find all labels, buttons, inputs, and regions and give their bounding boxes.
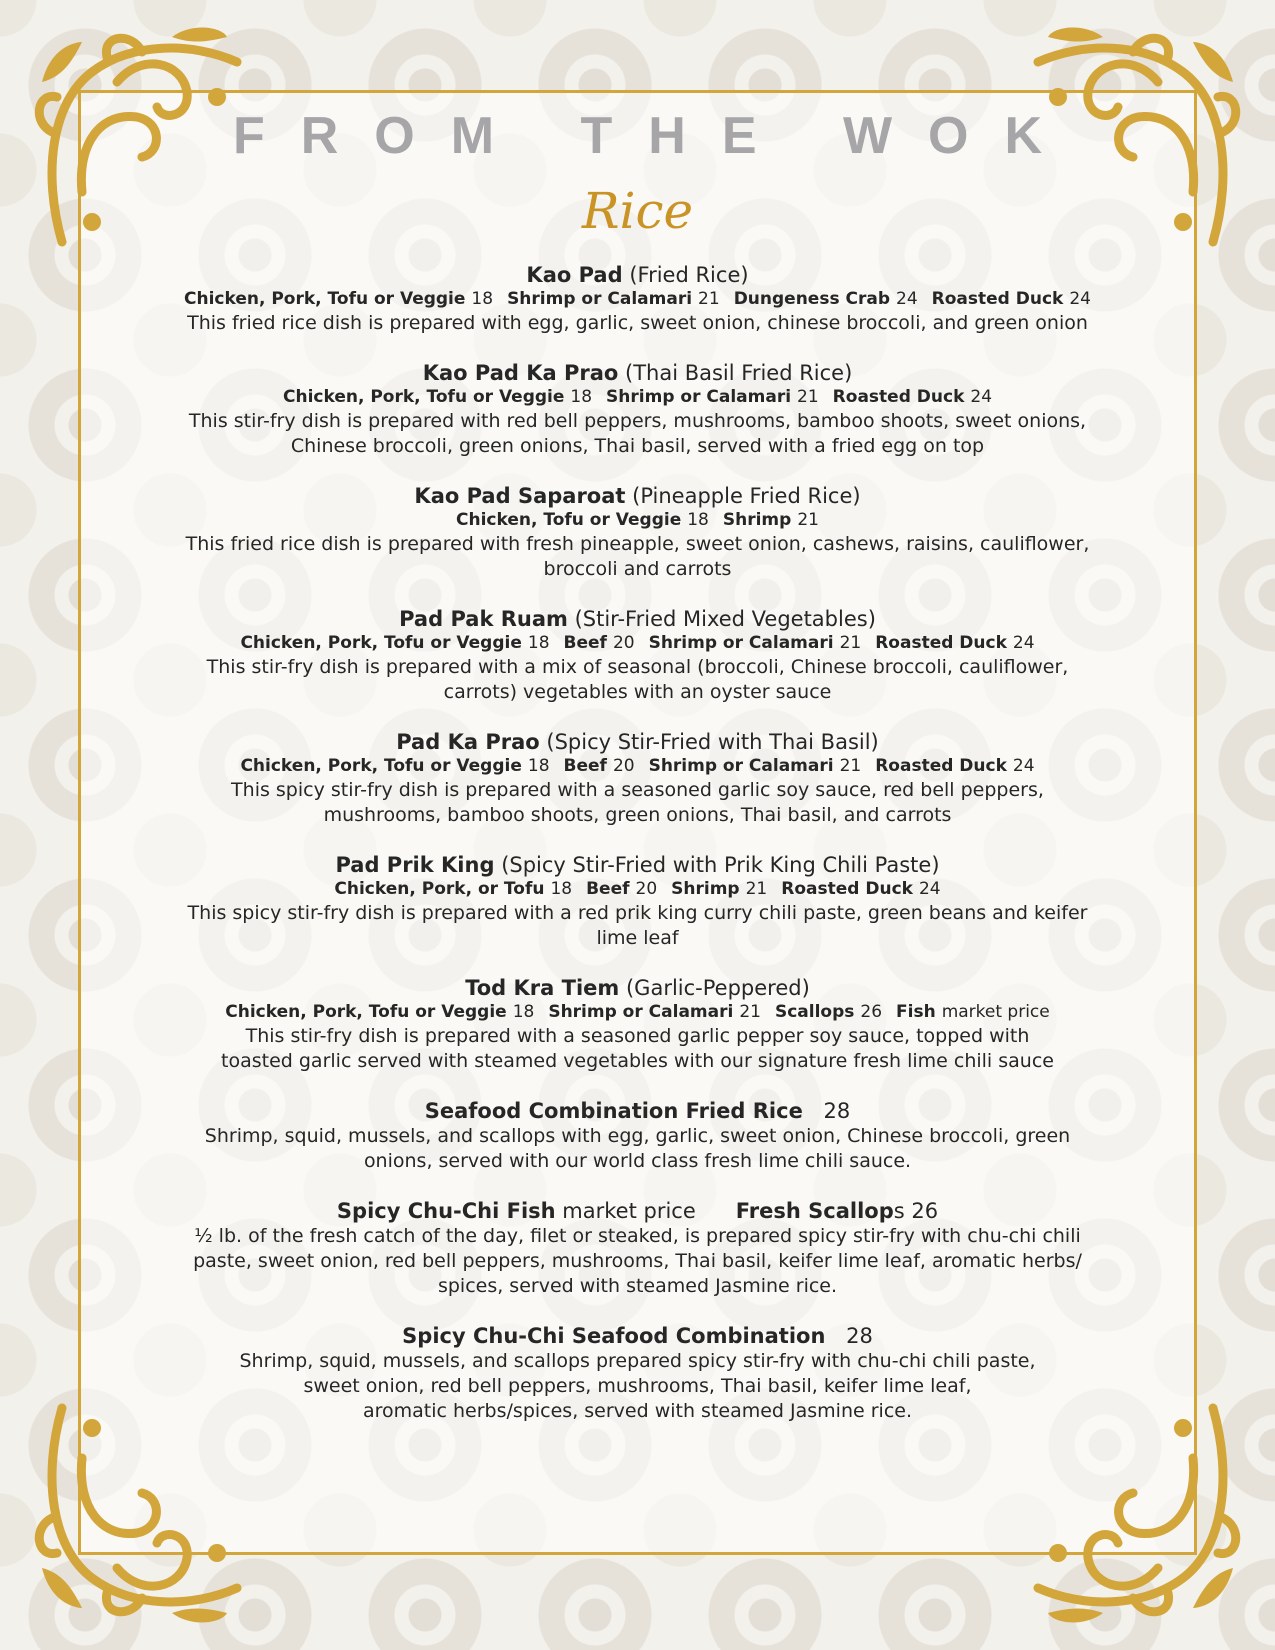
- price-option-value: 20: [612, 756, 635, 776]
- price-option-label: Roasted Duck: [931, 289, 1064, 309]
- dish-description-line: paste, sweet onion, red bell peppers, mushrooms, Thai basil, keifer lime leaf, aromatic herbs/: [193, 1250, 1082, 1272]
- menu-item: [150, 729, 1125, 828]
- price-option-label: Chicken, Pork, Tofu or Veggie: [240, 756, 522, 776]
- menu-item-heading: [150, 262, 1125, 288]
- price-option-value: 18: [512, 1002, 535, 1022]
- dish-name: Spicy Chu-Chi Seafood Combination: [402, 1324, 826, 1348]
- price-option-label: Beef: [586, 879, 630, 899]
- price-option-value: 18: [570, 387, 593, 407]
- dish-translation: (Spicy Stir-Fried with Prik King Chili Paste): [501, 853, 940, 877]
- price-option-label: Chicken, Pork, Tofu or Veggie: [184, 289, 466, 309]
- dish-description-line: mushrooms, bamboo shoots, green onions, Thai basil, and carrots: [323, 804, 952, 826]
- price-option-label: Shrimp or Calamari: [606, 387, 792, 407]
- price-option-value: 21: [839, 633, 862, 653]
- dish-name: Kao Pad Ka Prao: [422, 361, 619, 385]
- price-option-label: Shrimp or Calamari: [648, 633, 834, 653]
- price-option-label: Shrimp: [671, 879, 740, 899]
- menu-items: [150, 262, 1125, 1448]
- menu-item-heading: [150, 606, 1125, 632]
- menu-item: [150, 483, 1125, 582]
- price-option-label: Beef: [563, 633, 607, 653]
- menu-item-heading: [150, 360, 1125, 386]
- price-options: [150, 632, 1125, 655]
- dish-description-line: Chinese broccoli, green onions, Thai basil, served with a fried egg on top: [290, 435, 985, 457]
- menu-item-heading: [150, 975, 1125, 1001]
- dish-name: Kao Pad Saparoat: [414, 484, 626, 508]
- price-option-label: Chicken, Pork, or Tofu: [334, 879, 545, 899]
- price-option-label: Chicken, Pork, Tofu or Veggie: [240, 633, 522, 653]
- menu-item-heading: [150, 1098, 1125, 1124]
- price-option-value: 24: [1069, 289, 1091, 309]
- price-options: [150, 755, 1125, 778]
- price-option-value: 24: [896, 289, 918, 309]
- dish-name: Pad Ka Prao: [396, 730, 540, 754]
- price-option-label: Roasted Duck: [781, 879, 913, 899]
- section-title: FROM THE WOK: [232, 107, 1079, 165]
- dish-description-line: lime leaf: [596, 927, 679, 949]
- dish-description-line: Shrimp, squid, mussels, and scallops with egg, garlic, sweet onion, Chinese broccoli, green: [204, 1125, 1071, 1147]
- price-option-value: 21: [839, 756, 862, 776]
- dish-description-line: This fried rice dish is prepared with fresh pineapple, sweet onion, cashews, raisins, cauliflower,: [185, 533, 1090, 555]
- dish-translation: 28: [823, 1099, 851, 1123]
- price-option-value: 24: [918, 879, 941, 899]
- price-option-label: Chicken, Pork, Tofu or Veggie: [282, 387, 565, 407]
- dish-name: Tod Kra Tiem: [465, 976, 620, 1000]
- price-option-value: 21: [698, 289, 720, 309]
- price-option-label: Shrimp or Calamari: [548, 1002, 734, 1022]
- dish-description-line: toasted garlic served with steamed vegetables with our signature fresh lime chili sauce: [221, 1050, 1054, 1072]
- price-option-label: Shrimp or Calamari: [507, 289, 693, 309]
- dish-description-line: onions, served with our world class fresh lime chili sauce.: [363, 1150, 912, 1172]
- dish-description-line: ½ lb. of the fresh catch of the day, filet or steaked, is prepared spicy stir-fry with chu-chi chili: [194, 1225, 1081, 1247]
- price-options: [150, 288, 1125, 311]
- dish-name: Pad Pak Ruam: [399, 607, 568, 631]
- dish-translation: 28: [846, 1324, 873, 1348]
- price-option-value: 24: [970, 387, 993, 407]
- dish-translation: (Thai Basil Fried Rice): [625, 361, 853, 385]
- price-option-value: 26: [860, 1002, 883, 1022]
- dish-description-line: This spicy stir-fry dish is prepared with a seasoned garlic soy sauce, red bell peppers,: [231, 779, 1044, 801]
- price-option-label: Beef: [563, 756, 607, 776]
- price-option-value: 18: [687, 510, 709, 530]
- price-option-value: 21: [797, 510, 819, 530]
- menu-item-heading: [150, 729, 1125, 755]
- menu-item: [150, 606, 1125, 705]
- dish-name: Seafood Combination Fried Rice: [424, 1099, 803, 1123]
- dish-translation: (Garlic-Peppered): [625, 976, 810, 1000]
- price-option-value: 18: [527, 756, 550, 776]
- dish-description-line: aromatic herbs/spices, served with steamed Jasmine rice.: [362, 1400, 912, 1422]
- sub-title: Rice: [581, 182, 694, 240]
- menu-item: [150, 1198, 1125, 1299]
- price-options: [150, 1001, 1125, 1024]
- menu-item: [150, 852, 1125, 951]
- price-option-value: 20: [612, 633, 635, 653]
- price-option-label: Chicken, Pork, Tofu or Veggie: [225, 1002, 507, 1022]
- dish-name: Kao Pad: [526, 263, 623, 287]
- price-options: [150, 878, 1125, 901]
- menu-item: [150, 1323, 1125, 1424]
- price-option-label: Shrimp: [722, 510, 792, 530]
- dish-name-secondary: Fresh Scallop: [735, 1199, 894, 1223]
- dish-translation: (Stir-Fried Mixed Vegetables): [574, 607, 876, 631]
- menu-item-heading: [150, 852, 1125, 878]
- menu-item: [150, 262, 1125, 336]
- dish-translation: (Pineapple Fried Rice): [632, 484, 861, 508]
- price-option-label: Roasted Duck: [875, 756, 1007, 776]
- menu-item: [150, 975, 1125, 1074]
- price-option-value: 18: [471, 289, 494, 309]
- dish-price-secondary: s 26: [893, 1199, 939, 1223]
- price-option-value: 18: [550, 879, 573, 899]
- dish-description-line: carrots) vegetables with an oyster sauce: [443, 681, 832, 703]
- price-option-label: Chicken, Tofu or Veggie: [456, 510, 682, 530]
- price-option-value: 21: [739, 1002, 761, 1022]
- price-option-label: Dungeness Crab: [733, 289, 890, 309]
- price-option-value: 24: [1012, 756, 1035, 776]
- price-option-value: market price: [941, 1002, 1050, 1022]
- price-option-label: Fish: [896, 1002, 936, 1022]
- menu-item-heading: [150, 483, 1125, 509]
- price-option-value: 24: [1012, 633, 1035, 653]
- price-option-label: Roasted Duck: [875, 633, 1007, 653]
- dish-description-line: This fried rice dish is prepared with egg, garlic, sweet onion, chinese broccoli, and green onion: [187, 312, 1088, 334]
- price-option-label: Roasted Duck: [832, 387, 965, 407]
- price-option-value: 18: [527, 633, 550, 653]
- dish-description-line: spices, served with steamed Jasmine rice.: [437, 1275, 838, 1297]
- price-options: [150, 386, 1125, 409]
- dish-description-line: This stir-fry dish is prepared with a seasoned garlic pepper soy sauce, topped with: [245, 1025, 1030, 1047]
- dish-translation: (Fried Rice): [629, 263, 749, 287]
- price-option-value: 20: [635, 879, 658, 899]
- dish-translation: market price: [562, 1199, 696, 1223]
- dish-translation: (Spicy Stir-Fried with Thai Basil): [546, 730, 879, 754]
- price-option-value: 21: [797, 387, 819, 407]
- dish-description-line: Shrimp, squid, mussels, and scallops prepared spicy stir-fry with chu-chi chili paste,: [239, 1350, 1036, 1372]
- dish-description-line: This stir-fry dish is prepared with a mix of seasonal (broccoli, Chinese broccoli, cauliflower,: [206, 656, 1069, 678]
- menu-item-heading: [150, 1323, 1125, 1349]
- price-option-label: Scallops: [774, 1002, 855, 1022]
- menu-item: [150, 360, 1125, 459]
- dish-name: Pad Prik King: [335, 853, 495, 877]
- dish-name: Spicy Chu-Chi Fish: [336, 1199, 556, 1223]
- price-options: [150, 509, 1125, 532]
- menu-item-heading: [150, 1198, 1125, 1224]
- dish-description-line: broccoli and carrots: [543, 558, 732, 580]
- menu-item: [150, 1098, 1125, 1174]
- dish-description-line: sweet onion, red bell peppers, mushrooms, Thai basil, keifer lime leaf,: [303, 1375, 972, 1397]
- dish-description-line: This spicy stir-fry dish is prepared with a red prik king curry chili paste, green beans and keifer: [187, 902, 1088, 924]
- price-option-label: Shrimp or Calamari: [648, 756, 834, 776]
- dish-description-line: This stir-fry dish is prepared with red bell peppers, mushrooms, bamboo shoots, sweet onions,: [188, 410, 1087, 432]
- price-option-value: 21: [745, 879, 768, 899]
